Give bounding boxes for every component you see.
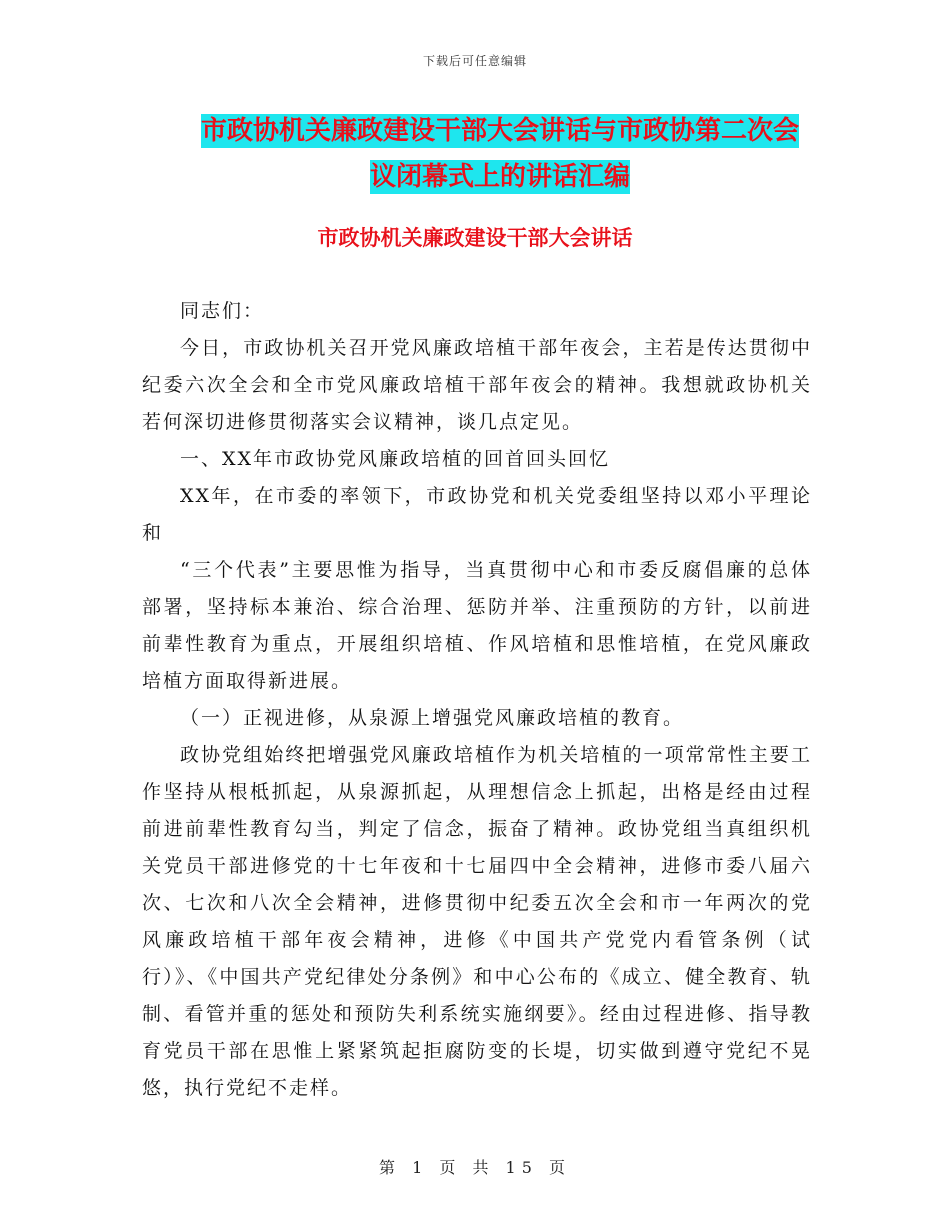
paragraph-salutation: 同志们： xyxy=(180,300,265,322)
heading-review: 一、XX年市政协党风廉政培植的回首回头回忆 xyxy=(180,448,611,470)
document-body xyxy=(142,293,812,1107)
main-title-line-2: 议闭幕式上的讲话汇编 xyxy=(369,162,630,192)
paragraph-intro: 今日，市政协机关召开党风廉政培植干部年夜会，主若是传达贯彻中纪委六次全会和全市党风廉政培植干部年夜会的精神。我想就政协机关若何深切进修贯彻落实会议精神，谈几点定见。 xyxy=(142,337,812,433)
header-note: 下载后可任意编辑 xyxy=(422,54,527,68)
page-number: 第 1 页 共 15 页 xyxy=(379,1158,571,1177)
main-title-line-1: 市政协机关廉政建设干部大会讲话与市政协第二次会 xyxy=(200,116,799,146)
paragraph-study: 政协党组始终把增强党风廉政培植作为机关培植的一项常常性主要工作坚持从根柢抓起，从泉源抓起，从理想信念上抓起，出格是经由过程前进前辈性教育勾当，判定了信念，振奋了精神。政协党组当真组织机关党员干部进修党的十七年夜和十七届四中全会精神，进修市委八届六次、七次和八次全会精神，进修贯彻中纪委五次全会和市一年两次的党风廉政培植干部年夜会精神，进修《中国共产党党内看管条例（试行）》、《中国共产党纪律处分条例》和中心公布的《成立、健全教育、轨制、看管并重的惩处和预防失利系统实施纲要》。经由过程进修、指导教育党员干部在思惟上紧紧筑起拒腐防变的长堤，切实做到遵守党纪不晃悠，执行党纪不走样。 xyxy=(142,744,812,1099)
section-title: 市政协机关廉政建设干部大会讲话 xyxy=(317,226,633,250)
paragraph-review-start: XX年，在市委的率领下，市政协党和机关党委组坚持以邓小平理论和 xyxy=(142,485,812,544)
subheading-study: （一）正视进修，从泉源上增强党风廉政培植的教育。 xyxy=(180,707,685,729)
document-main-title xyxy=(140,108,860,200)
paragraph-review-cont: “三个代表”主要思惟为指导，当真贯彻中心和市委反腐倡廉的总体部署，坚持标本兼治、综合治理、惩防并举、注重预防的方针，以前进前辈性教育为重点，开展组织培植、作风培植和思惟培植，在党风廉政培植方面取得新进展。 xyxy=(142,559,812,692)
